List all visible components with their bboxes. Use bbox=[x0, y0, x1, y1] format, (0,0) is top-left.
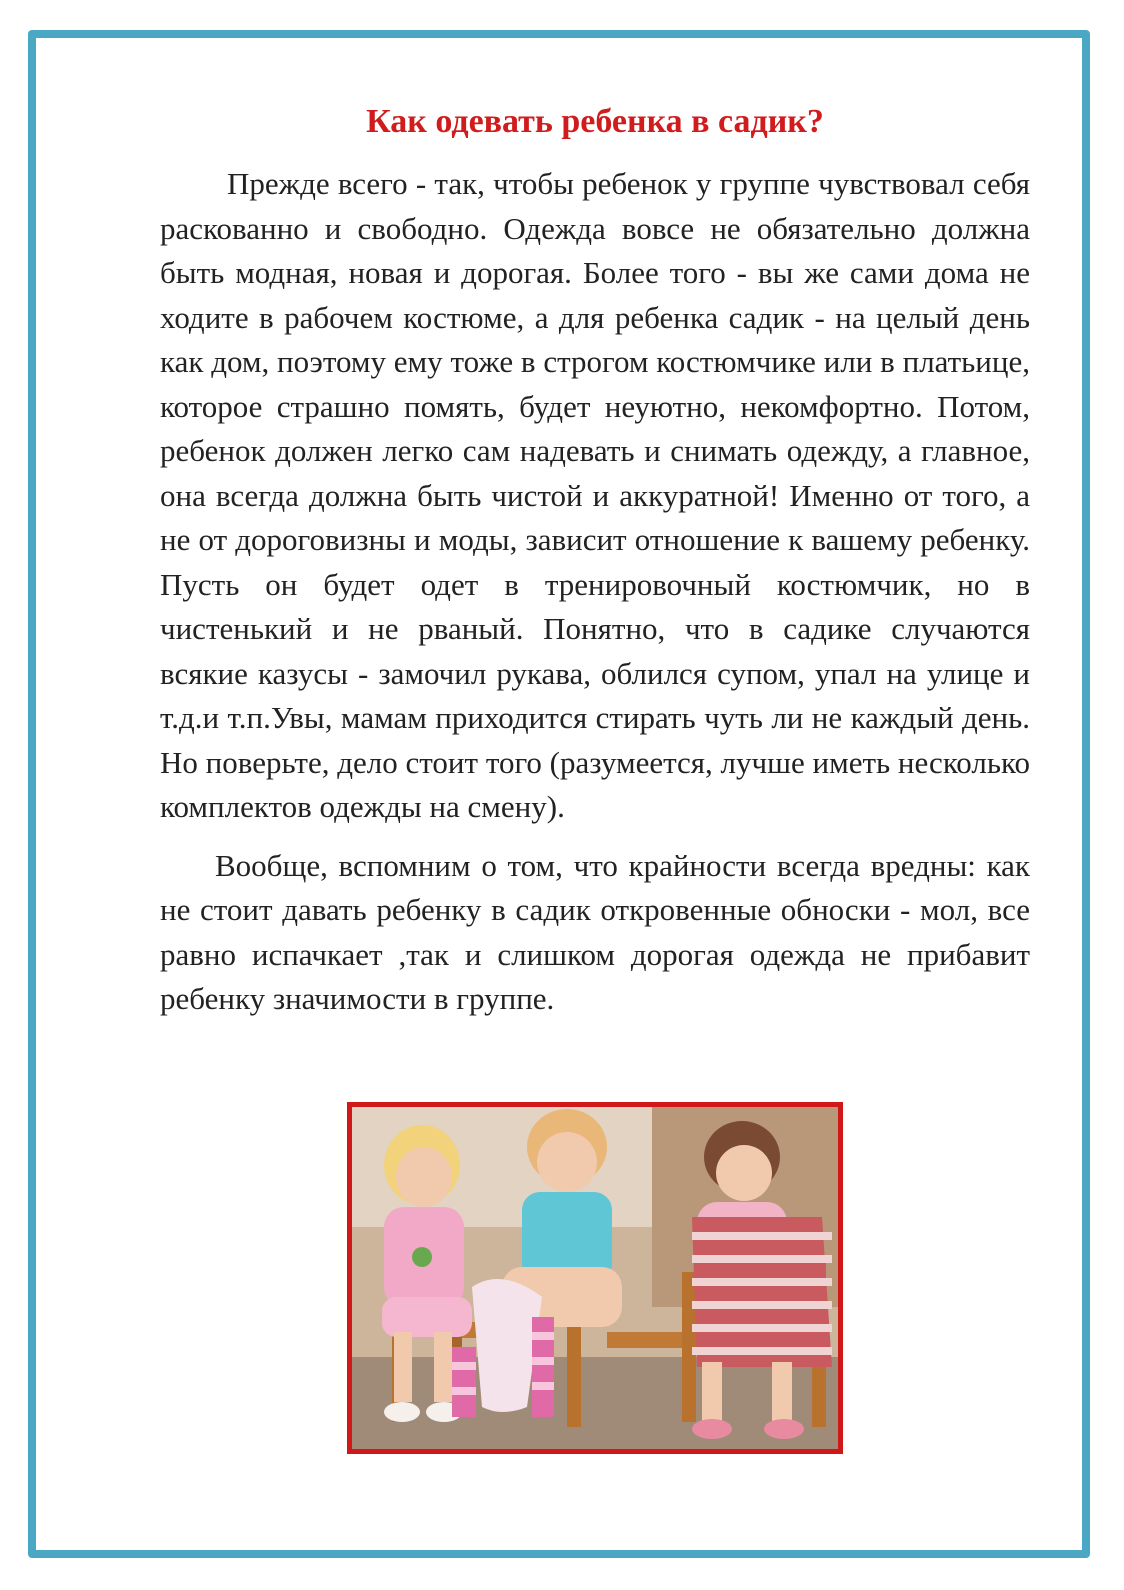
page-title: Как одевать ребенка в садик? bbox=[366, 103, 824, 140]
photo-illustration bbox=[352, 1107, 838, 1449]
paragraph-1: Прежде всего - так, чтобы ребенок у группе чувствовал себя раскованно и свободно. Одежда вовсе не обязательно должна быть модная, новая и дорогая. Более того - вы же сами дома не ходите в рабочем костюме, а для ребенка садик - на целый день как дом, поэтому ему тоже в строгом костюмчике или в платьице, которое страшно помять, будет неуютно, некомфортно. Потом, ребенок должен легко сам надевать и снимать одежду, а главное, она всегда должна быть чистой и аккуратной! Именно от того, а не от дороговизны и моды, зависит отношение к вашему ребенку. Пусть он будет одет в тренировочный костюмчик, но в чистенький и не рваный. Понятно, что в садике случаются всякие казусы - замочил рукава, облился супом, упал на улице и т.д.и т.п.Увы, мамам приходится стирать чуть ли не каждый день. Но поверьте, дело стоит того (разумеется, лучше иметь несколько комплектов одежды на смену). bbox=[160, 166, 1030, 825]
document-body bbox=[160, 100, 1030, 1022]
children-dressing-photo bbox=[347, 1102, 843, 1454]
paragraph-2: Вообще, вспомним о том, что крайности всегда вредны: как не стоит давать ребенку в садик откровенные обноски - мол, все равно испачкает ,так и слишком дорогая одежда не прибавит ребенку значимости в группе. bbox=[160, 847, 1030, 1017]
